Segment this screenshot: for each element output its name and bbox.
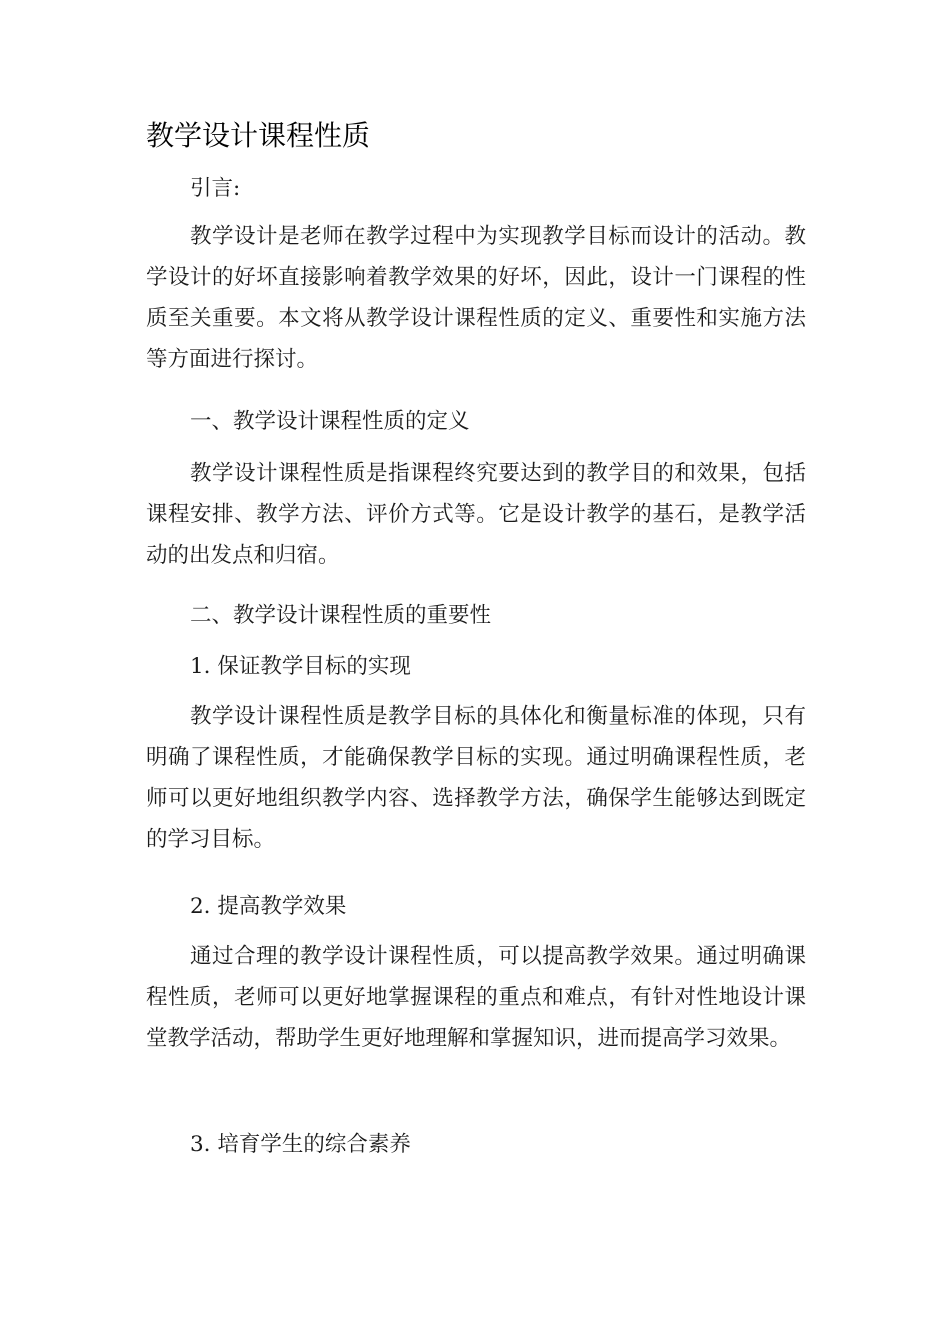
intro-paragraph: 教学设计是老师在教学过程中为实现教学目标而设计的活动。教学设计的好坏直接影响着教学效果的好坏，因此，设计一门课程的性质至关重要。本文将从教学设计课程性质的定义、重要性和实施方法等方面进行探讨。 xyxy=(146,224,806,372)
section-heading-importance: 二、教学设计课程性质的重要性 xyxy=(190,603,492,628)
subheading-effect: 2. 提高教学效果 xyxy=(190,894,347,919)
goal-paragraph: 教学设计课程性质是教学目标的具体化和衡量标准的体现，只有明确了课程性质，才能确保教学目标的实现。通过明确课程性质，老师可以更好地组织教学内容、选择教学方法，确保学生能够达到既定的学习目标。 xyxy=(146,704,806,852)
section-heading-definition: 一、教学设计课程性质的定义 xyxy=(190,409,470,434)
effect-paragraph: 通过合理的教学设计课程性质，可以提高教学效果。通过明确课程性质，老师可以更好地掌握课程的重点和难点，有针对性地设计课堂教学活动，帮助学生更好地理解和掌握知识，进而提高学习效果。 xyxy=(146,944,806,1051)
subheading-literacy: 3. 培育学生的综合素养 xyxy=(190,1132,411,1157)
document-title: 教学设计课程性质 xyxy=(146,119,371,152)
intro-label: 引言: xyxy=(190,176,241,201)
definition-paragraph: 教学设计课程性质是指课程终究要达到的教学目的和效果，包括课程安排、教学方法、评价方式等。它是设计教学的基石，是教学活动的出发点和归宿。 xyxy=(146,461,806,568)
subheading-goal: 1. 保证教学目标的实现 xyxy=(190,654,411,679)
